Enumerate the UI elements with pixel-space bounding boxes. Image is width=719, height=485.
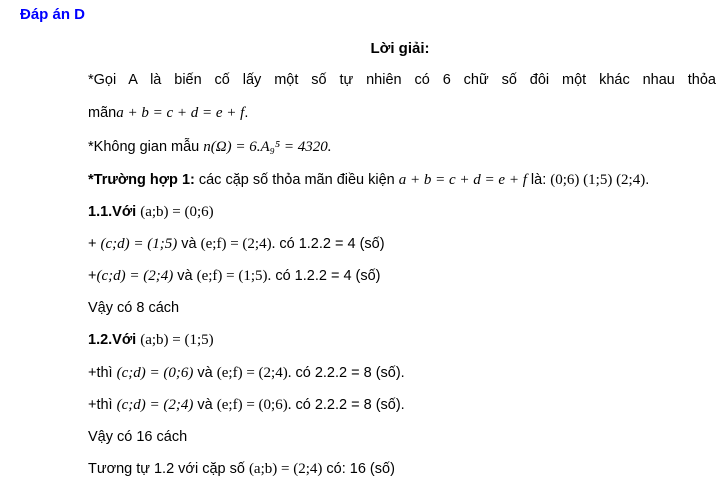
- subcase-heading: 1.2.Với: [88, 332, 141, 348]
- text-span: .: [244, 105, 249, 121]
- math-cd: (c;d) = (2;4): [96, 268, 174, 284]
- text-span: +: [88, 268, 97, 284]
- text-span: .: [645, 172, 650, 188]
- text-span: và: [193, 365, 217, 381]
- math-ef: (e;f) = (2;4).: [200, 236, 276, 252]
- text-line-9: [88, 330, 214, 350]
- text-line-4: [88, 170, 649, 190]
- text-line-2: [88, 103, 248, 123]
- text-span: +thì: [88, 397, 117, 413]
- text-span: các cặp số thỏa mãn điều kiện: [194, 172, 399, 188]
- math-cd: (c;d) = (0;6): [116, 365, 194, 381]
- text-line-6: [88, 234, 385, 254]
- math-ab: (a;b) = (2;4): [248, 461, 323, 477]
- text-span: mãn: [88, 105, 117, 121]
- math-sample-space: n(Ω) = 6.A₉⁵ = 4320.: [203, 139, 332, 155]
- subcase-heading: 1.1.Với: [88, 204, 141, 220]
- text-span: và: [177, 236, 201, 252]
- text-line-12: Vậy có 16 cách: [88, 429, 188, 445]
- text-span: có: 16 (số): [322, 461, 395, 477]
- math-ef: (e;f) = (1;5).: [196, 268, 272, 284]
- text-line-1: *Gọi A là biến cố lấy một số tự nhiên có 6 chữ số đôi một khác nhau thỏa: [88, 72, 716, 88]
- text-span: có 1.2.2 = 4 (số): [271, 268, 381, 284]
- text-line-7: [88, 266, 381, 286]
- text-span: +thì: [88, 365, 117, 381]
- math-ef: (e;f) = (2;4).: [216, 365, 292, 381]
- math-condition: a + b = c + d = e + f: [398, 172, 527, 188]
- text-span: có 2.2.2 = 8 (số).: [291, 397, 405, 413]
- text-span: và: [193, 397, 217, 413]
- math-pairs: (0;6) (1;5) (2;4): [550, 172, 646, 188]
- math-cd: (c;d) = (2;4): [116, 397, 194, 413]
- case-heading: *Trường hợp 1:: [88, 172, 195, 188]
- math-condition: a + b = c + d = e + f: [116, 105, 245, 121]
- text-span: là:: [526, 172, 551, 188]
- text-span: Tương tự 1.2 với cặp số: [88, 461, 249, 477]
- text-span: +: [88, 236, 101, 252]
- math-ef: (e;f) = (0;6).: [216, 397, 292, 413]
- text-line-5: [88, 202, 214, 222]
- answer-label: Đáp án D: [20, 6, 86, 23]
- text-line-10: [88, 363, 405, 383]
- solution-title: Lời giải:: [370, 40, 430, 57]
- text-line-11: [88, 395, 405, 415]
- text-span: có 1.2.2 = 4 (số): [275, 236, 385, 252]
- math-ab: (a;b) = (1;5): [140, 332, 214, 348]
- text-line-3: [88, 137, 331, 157]
- text-span: *Không gian mẫu: [88, 139, 200, 155]
- text-span: và: [173, 268, 197, 284]
- math-cd: (c;d) = (1;5): [100, 236, 178, 252]
- text-span: có 2.2.2 = 8 (số).: [291, 365, 405, 381]
- math-ab: (a;b) = (0;6): [140, 204, 214, 220]
- text-line-13: [88, 459, 395, 479]
- text-line-8: Vậy có 8 cách: [88, 300, 180, 316]
